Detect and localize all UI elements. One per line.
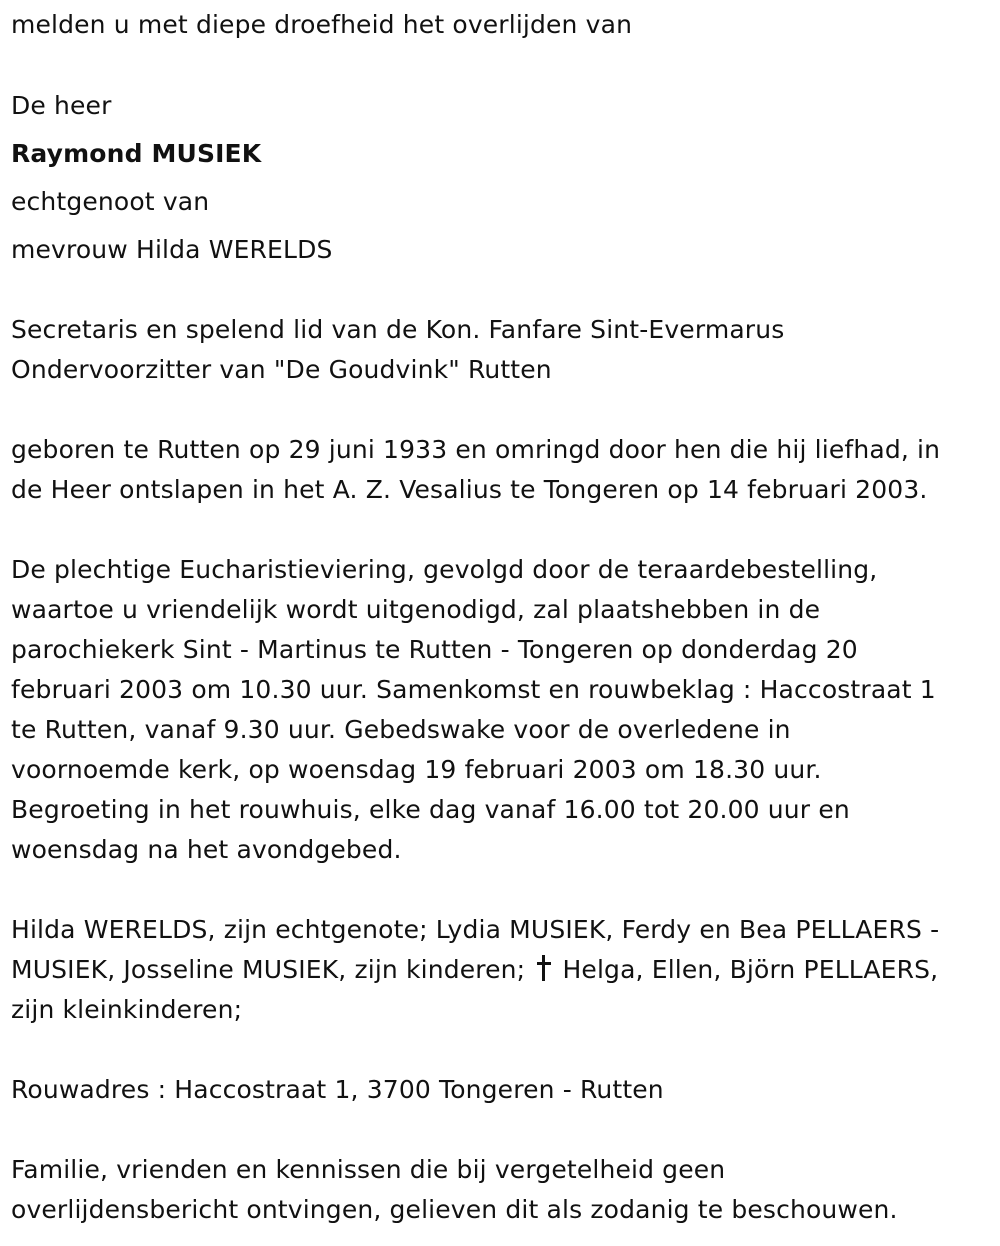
function-line: Secretaris en spelend lid van de Kon. Fanfare Sint-Evermarus <box>11 315 785 344</box>
ceremony-line: woensdag na het avondgebed. <box>11 835 402 864</box>
cross-icon <box>537 955 551 981</box>
ceremony-line: voornoemde kerk, op woensdag 19 februari 2003 om 18.30 uur. <box>11 755 822 784</box>
ceremony-line: waartoe u vriendelijk wordt uitgenodigd, zal plaatshebben in de <box>11 595 821 624</box>
family-line: Hilda WERELDS, zijn echtgenote; Lydia MUSIEK, Ferdy en Bea PELLAERS - <box>11 915 940 944</box>
deceased-name: Raymond MUSIEK <box>11 139 262 168</box>
birth-death-line: geboren te Rutten op 29 juni 1933 en omringd door hen die hij liefhad, in <box>11 435 941 464</box>
closing-line: overlijdensbericht ontvingen, gelieven dit als zodanig te beschouwen. <box>11 1195 898 1224</box>
ceremony-line: te Rutten, vanaf 9.30 uur. Gebedswake voor de overledene in <box>11 715 791 744</box>
family-line: zijn kleinkinderen; <box>11 995 243 1024</box>
function-line: Ondervoorzitter van "De Goudvink" Rutten <box>11 355 552 384</box>
family-line <box>11 950 938 990</box>
spouse-name: mevrouw Hilda WERELDS <box>11 235 333 264</box>
ceremony-line: februari 2003 om 10.30 uur. Samenkomst en rouwbeklag : Haccostraat 1 <box>11 675 936 704</box>
ceremony-line: parochiekerk Sint - Martinus te Rutten - Tongeren op donderdag 20 <box>11 635 858 664</box>
family-children: MUSIEK, Josseline MUSIEK, zijn kinderen; <box>11 955 526 984</box>
spouse-relation: echtgenoot van <box>11 187 210 216</box>
salutation: De heer <box>11 91 112 120</box>
closing-line: Familie, vrienden en kennissen die bij vergetelheid geen <box>11 1155 726 1184</box>
ceremony-line: De plechtige Eucharistieviering, gevolgd door de teraardebestelling, <box>11 555 878 584</box>
mourning-address: Rouwadres : Haccostraat 1, 3700 Tongeren - Rutten <box>11 1075 664 1104</box>
birth-death-line: de Heer ontslapen in het A. Z. Vesalius te Tongeren op 14 februari 2003. <box>11 475 928 504</box>
family-grandchildren-names: Helga, Ellen, Björn PELLAERS, <box>562 955 939 984</box>
intro-text: melden u met diepe droefheid het overlijden van <box>11 10 633 39</box>
ceremony-line: Begroeting in het rouwhuis, elke dag vanaf 16.00 tot 20.00 uur en <box>11 795 850 824</box>
